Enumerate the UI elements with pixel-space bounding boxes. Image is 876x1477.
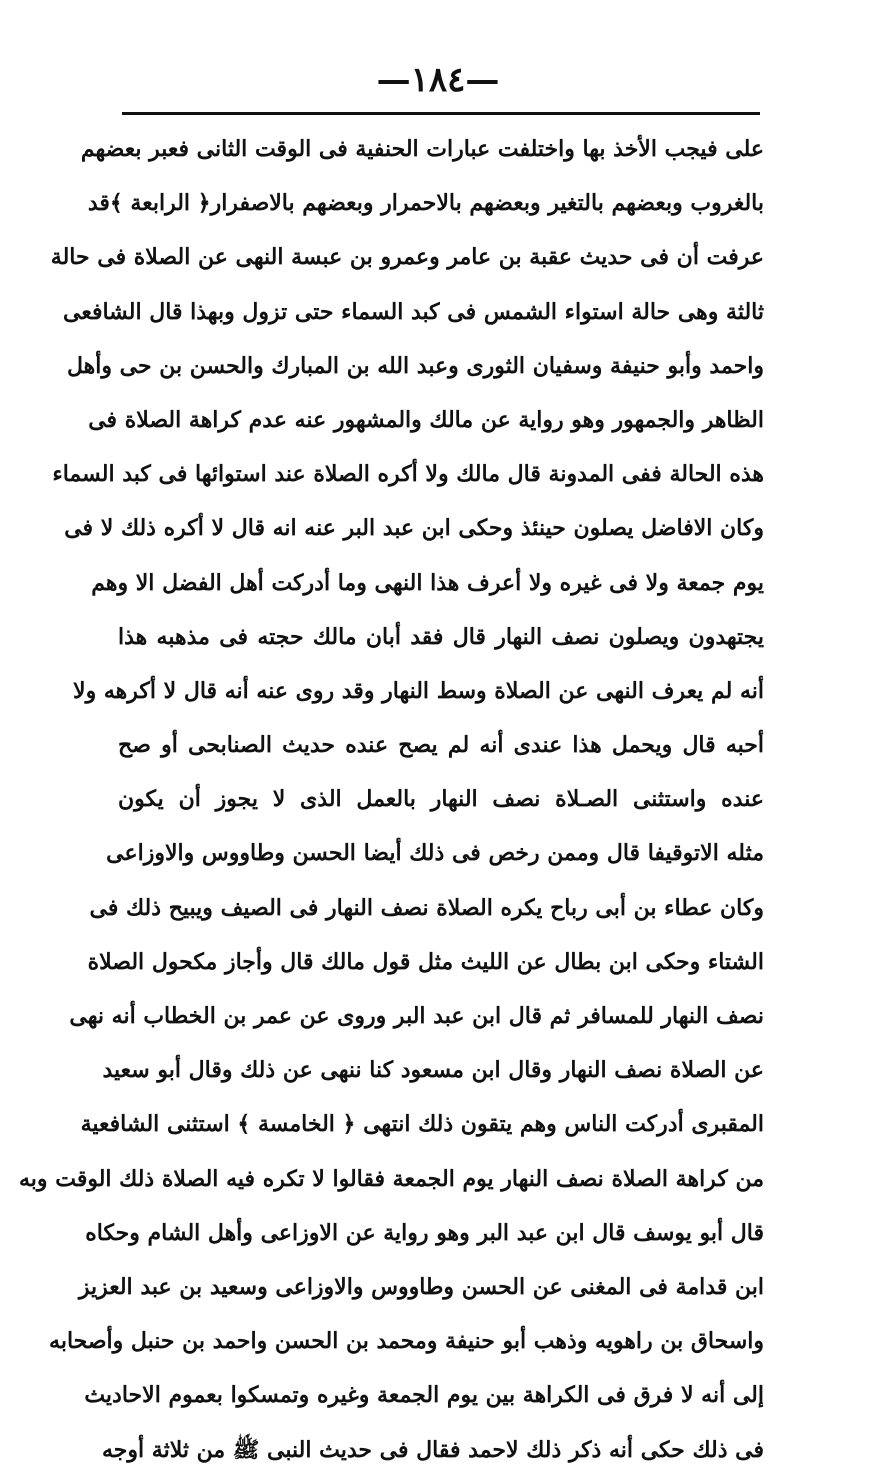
text-line: يوم جمعة ولا فى غيره ولا أعرف هذا النهى وما أدركت أهل الفضل الا وهم bbox=[91, 569, 764, 596]
text-line: واحمد وأبو حنيفة وسفيان الثورى وعبد الله بن المبارك والحسن بن حى وأهل bbox=[66, 352, 764, 379]
text-line: وكان الافاضل يصلون حينئذ وحكى ابن عبد البر عنه انه قال لا أكره ذلك لا فى bbox=[64, 515, 764, 542]
text-line: عرفت أن فى حديث عقبة بن عامر وعمرو بن عبسة النهى عن الصلاة فى حالة bbox=[50, 244, 764, 271]
text-line: ثالثة وهى حالة استواء الشمس فى كبد السماء حتى تزول وبهذا قال الشافعى bbox=[63, 298, 764, 325]
text-line: واسحاق بن راهويه وذهب أبو حنيفة ومحمد بن الحسن واحمد بن حنبل وأصحابه bbox=[49, 1328, 764, 1355]
text-line: يجتهدون ويصلون نصف النهار قال فقد أبان مالك حجته فى مذهبه هذا bbox=[118, 623, 764, 650]
text-line: أنه لم يعرف النهى عن الصلاة وسط النهار وقد روى عنه أنه قال لا أكرهه ولا bbox=[73, 677, 764, 704]
text-line: من كراهة الصلاة نصف النهار يوم الجمعة فقالوا لا تكره فيه الصلاة ذلك الوقت وبه bbox=[19, 1165, 764, 1192]
text-line: الظاهر والجمهور وهو رواية عن مالك والمشهور عنه عدم كراهة الصلاة فى bbox=[88, 406, 764, 433]
header-rule bbox=[122, 112, 760, 115]
text-line: عنده واستثنى الصـلاة نصف النهار بالعمل الذى لا يجوز أن يكون bbox=[118, 786, 764, 813]
text-line: مثله الاتوقيفا قال وممن رخص فى ذلك أيضا الحسن وطاووس والاوزاعى bbox=[106, 840, 764, 867]
text-line: المقبرى أدركت الناس وهم يتقون ذلك انتهى ﴿ الخامسة ﴾ استثنى الشافعية bbox=[80, 1111, 764, 1138]
text-line: وكان عطاء بن أبى رباح يكره الصلاة نصف النهار فى الصيف ويبيح ذلك فى bbox=[89, 894, 764, 921]
text-line: هذه الحالة ففى المدونة قال مالك ولا أكره الصلاة عند استوائها فى كبد السماء bbox=[52, 461, 764, 488]
text-line: الشتاء وحكى ابن بطال عن الليث مثل قول مالك قال وأجاز مكحول الصلاة bbox=[87, 948, 764, 975]
text-line: إلى أنه لا فرق فى الكراهة بين يوم الجمعة وغيره وتمسكوا بعموم الاحاديث bbox=[84, 1382, 764, 1409]
text-line: أحبه قال ويحمل هذا عندى أنه لم يصح عنده حديث الصنابحى أو صح bbox=[118, 732, 764, 759]
text-line: ابن قدامة فى المغنى عن الحسن وطاووس والاوزاعى وسعيد بن عبد العزيز bbox=[78, 1273, 764, 1300]
text-line: بالغروب وبعضهم بالتغير وبعضهم بالاحمرار وبعضهم بالاصفرار﴿ الرابعة ﴾قد bbox=[87, 190, 764, 217]
page-number: —١٨٤— bbox=[376, 60, 500, 100]
text-line: فى ذلك حكى أنه ذكر ذلك لاحمد فقال فى حديث النبى ﷺ من ثلاثة أوجه bbox=[102, 1436, 764, 1463]
text-line: قال أبو يوسف قال ابن عبد البر وهو رواية عن الاوزاعى وأهل الشام وحكاه bbox=[85, 1219, 764, 1246]
text-line: عن الصلاة نصف النهار وقال ابن مسعود كنا ننهى عن ذلك وقال أبو سعيد bbox=[102, 1057, 764, 1084]
text-line: نصف النهار للمسافر ثم قال ابن عبد البر وروى عن عمر بن الخطاب أنه نهى bbox=[69, 1003, 764, 1029]
text-line: على فيجب الأخذ بها واختلفت عبارات الحنفية فى الوقت الثانى فعبر بعضهم bbox=[80, 136, 764, 162]
body-text bbox=[19, 122, 764, 1477]
